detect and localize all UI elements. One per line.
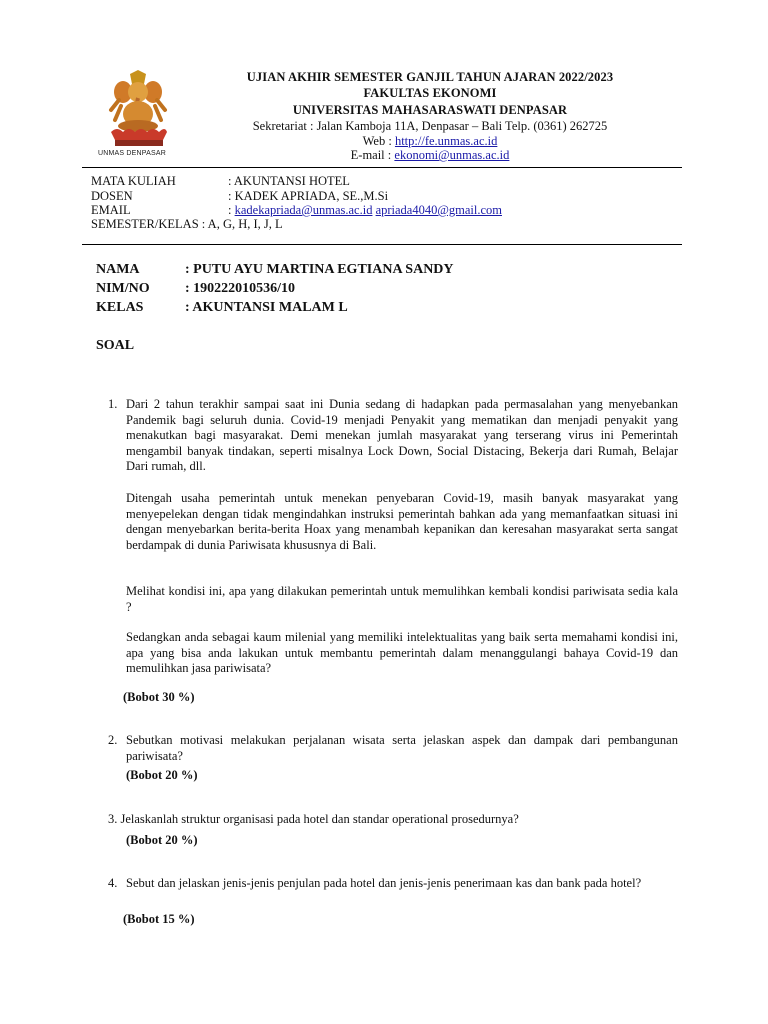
q1-paragraph-1: Dari 2 tahun terakhir sampai saat ini Dunia sedang di hadapkan pada permasalahan yang menyebankan Pandemik bagi seluruh dunia. Covid-19 menjadi Penyakit yang mematikan dan menjadi penyakit yang menakutkan bagi masyarakat. Demi menekan jumlah masyarakat yang terserang virus ini Pemerintah mengambil banyak tindakan, seperti misalnya Lock Down, Social Distacing, Bekerja dari Rumah, Belajar Dari rumah, dll. bbox=[126, 397, 678, 473]
email-link[interactable]: ekonomi@unmas.ac.id bbox=[394, 148, 510, 162]
course-email-label: EMAIL bbox=[91, 203, 131, 217]
dosen-value: : KADEK APRIADA, SE.,M.Si bbox=[228, 189, 389, 203]
web-label: Web : bbox=[362, 134, 395, 148]
q4-text: Sebut dan jelaskan jenis-jenis penjulan pada hotel dan jenis-jenis penerimaan kas dan bank pada hotel? bbox=[126, 876, 642, 890]
dosen-label: DOSEN bbox=[91, 189, 133, 203]
web-link[interactable]: http://fe.unmas.ac.id bbox=[394, 134, 498, 148]
soal-heading: SOAL bbox=[96, 338, 135, 353]
secretariat-address: Sekretariat : Jalan Kamboja 11A, Denpasar – Bali Telp. (0361) 262725 bbox=[252, 119, 608, 133]
faculty-name: FAKULTAS EKONOMI bbox=[363, 86, 497, 100]
course-email-prefix: : bbox=[228, 203, 235, 217]
q3-text: 3. Jelaskanlah struktur organisasi pada hotel dan standar operational prosedurnya? bbox=[108, 812, 519, 826]
nama-row bbox=[96, 262, 454, 278]
nama-label: NAMA bbox=[96, 262, 140, 277]
lecturer-email-link-2[interactable]: apriada4040@gmail.com bbox=[375, 203, 502, 217]
dosen-row bbox=[91, 189, 388, 204]
header-divider bbox=[82, 167, 682, 168]
q1-paragraph-3: Melihat kondisi ini, apa yang dilakukan pemerintah untuk memulihkan kembali kondisi pariwisata sedia kala ? bbox=[126, 584, 678, 614]
unmas-ganesha-logo bbox=[97, 70, 179, 162]
q4-number: 4. bbox=[108, 876, 118, 890]
q2-number: 2. bbox=[108, 733, 118, 747]
q2-weight: (Bobot 20 %) bbox=[126, 768, 198, 782]
mata-kuliah-label: MATA KULIAH bbox=[91, 174, 176, 188]
exam-title: UJIAN AKHIR SEMESTER GANJIL TAHUN AJARAN 2022/2023 bbox=[246, 70, 614, 84]
lecturer-email-link-1[interactable]: kadekapriada@unmas.ac.id bbox=[234, 203, 373, 217]
mata-kuliah-value: : AKUNTANSI HOTEL bbox=[228, 174, 350, 188]
q1-paragraph-2: Ditengah usaha pemerintah untuk menekan penyebaran Covid-19, masih banyak masyarakat yang menyepelekan dengan tidak mengindahkan instruksi pemerintah bahkan ada yang memanfaatkan situasi ini dengan menyebarkan berita-berita Hoax yang menambah kepanikan dan keresahan masyarakat serta sangat berdampak di dunia Pariwisata khususnya di Bali. bbox=[126, 491, 678, 552]
semester-kelas-row: SEMESTER/KELAS : A, G, H, I, J, L bbox=[91, 217, 283, 231]
logo-caption: UNMAS DENPASAR bbox=[98, 150, 167, 157]
university-name: UNIVERSITAS MAHASARASWATI DENPASAR bbox=[292, 103, 568, 117]
kelas-row bbox=[96, 300, 348, 316]
email-line bbox=[180, 148, 680, 163]
q3-weight: (Bobot 20 %) bbox=[126, 833, 198, 847]
nim-row bbox=[96, 281, 295, 297]
q4-weight: (Bobot 15 %) bbox=[123, 912, 195, 926]
q1-weight: (Bobot 30 %) bbox=[123, 690, 195, 704]
kelas-label: KELAS bbox=[96, 300, 144, 315]
mata-kuliah-row bbox=[91, 174, 350, 189]
q1-number: 1. bbox=[108, 397, 118, 411]
web-line bbox=[180, 134, 680, 149]
email-row bbox=[91, 203, 502, 218]
email-label: E-mail : bbox=[350, 148, 395, 162]
nama-value: : PUTU AYU MARTINA EGTIANA SANDY bbox=[185, 262, 454, 277]
nim-label: NIM/NO bbox=[96, 281, 150, 296]
meta-divider bbox=[82, 244, 682, 245]
nim-value: : 190222010536/10 bbox=[185, 281, 296, 296]
q1-paragraph-4: Sedangkan anda sebagai kaum milenial yang memiliki intelektualitas yang baik serta memahami kondisi ini, apa yang bisa anda lakukan untuk membantu pemerintah dalam menanggulangi bahaya Covid-19 dan memulihkan jasa pariwisata? bbox=[126, 630, 678, 675]
kelas-value: : AKUNTANSI MALAM L bbox=[185, 300, 348, 315]
q2-text: Sebutkan motivasi melakukan perjalanan wisata serta jelaskan aspek dan dampak dari pembangunan pariwisata? bbox=[126, 733, 678, 763]
